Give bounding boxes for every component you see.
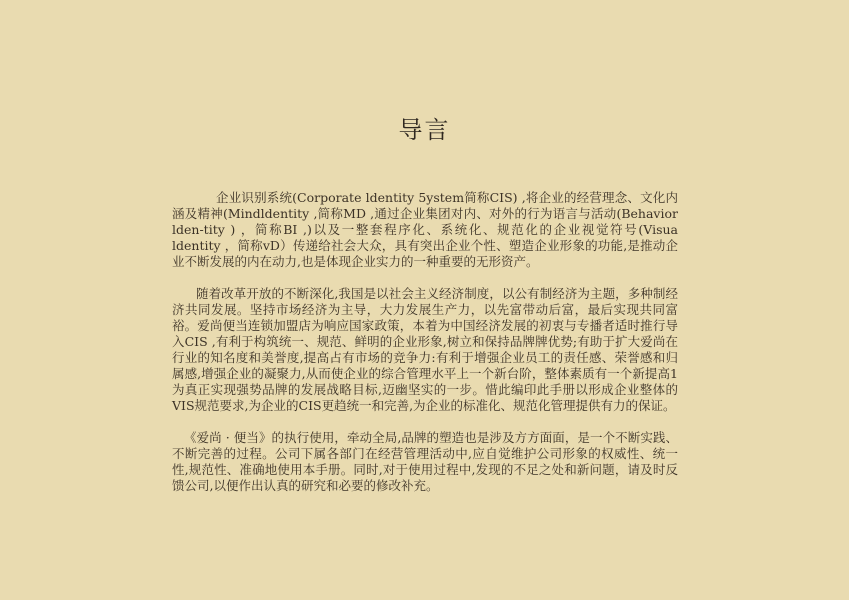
paragraph-manual-usage: 《爱尚 · 便当》的执行使用，牵动全局,品牌的塑造也是涉及方方面面，是一个不断实践、不断完善的过程。公司下属各部门在经营管理活动中,应自觉维护公司形象的权威性、统一性,规范性、准确地使用本手册。同时,对于使用过程中,发现的不足之处和新问题，请及时反馈公司,以便作出认真的研究和必要的修改补充。 <box>172 430 678 493</box>
page-title: 导言 <box>398 116 451 144</box>
document-body <box>172 190 678 510</box>
paragraph-reform-background: 随着改革开放的不断深化,我国是以社会主义经济制度，以公有制经济为主题，多种制经济共同发展。坚持市场经济为主导，大力发展生产力，以先富带动后富，最后实现共同富裕。爱尚便当连锁加盟店为响应国家政策，本着为中国经济发展的初衷与专播者适时推行导入CIS ,有利于构筑统一、规范、鲜明的企业形象,树立和保持品牌牌优势;有助于扩大爱尚在行业的知名度和美誉度,提高占有市场的竞争力:有利于增强企业员工的责任感、荣誉感和归属感,增强企业的凝聚力,从而使企业的综合管理水平上一个新台阶，整体素质有一个新提高1为真正实现强势品牌的发展战略目标,迈幽坚实的一步。惜此编印此手册以形成企业整体的VIS规范要求,为企业的CIS更趋统一和完善,为企业的标准化、规范化管理提供有力的保证。 <box>172 286 678 413</box>
paragraph-cis-intro: 企业识别系统(Corporate ldentity 5ystem简称CIS) ,将企业的经营理念、文化内涵及精神(Mindldentity ,简称MD ,通过企业集团对内、对外的行为语言与活动(Behavior lden-tity ) ，简称BI ,)以及一整套程序化、系统化、规范化的企业视觉符号(Visua ldentity ，简称vD）传递给社会大众，具有突出企业个性、塑造企业形象的功能,是推动企业不断发展的内在动力,也是体现企业实力的一种重要的无形资产。 <box>172 190 678 269</box>
